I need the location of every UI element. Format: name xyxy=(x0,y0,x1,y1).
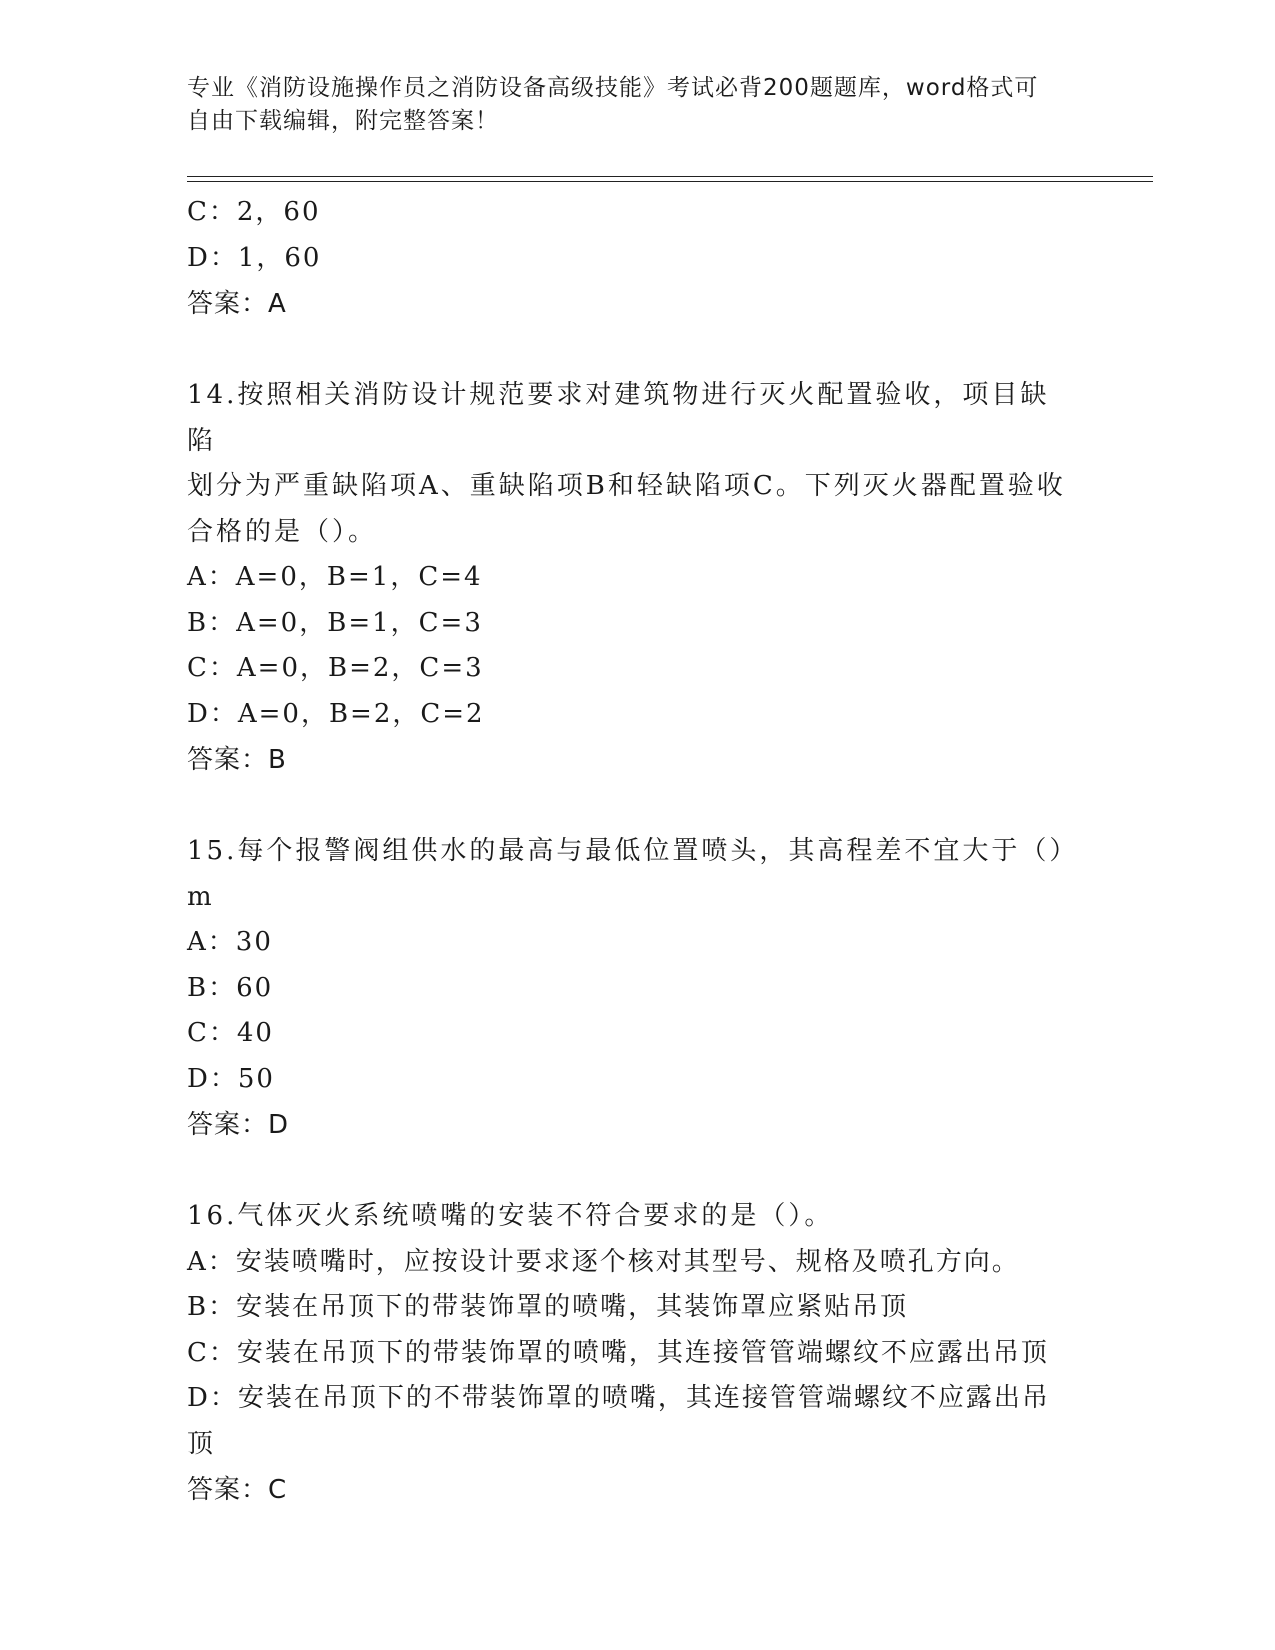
option-a: A：A=0，B=1，C=4 xyxy=(187,562,483,592)
answer-line: 答案：D xyxy=(187,1110,290,1140)
option-c: C：A=0，B=2，C=3 xyxy=(187,653,484,683)
option-c: C：40 xyxy=(187,1018,274,1048)
question-block-15 xyxy=(187,829,1087,1148)
header-divider-top xyxy=(187,176,1153,177)
question-block-13 xyxy=(187,190,1087,327)
question-block-14 xyxy=(187,373,1087,783)
answer-line: 答案：A xyxy=(187,289,287,319)
option-d: D：A=0，B=2，C=2 xyxy=(187,698,485,729)
question-block-16 xyxy=(187,1194,1087,1513)
option-d: D：1，60 xyxy=(187,242,322,273)
option-b: B：A=0，B=1，C=3 xyxy=(187,607,483,638)
option-b: B：安装在吊顶下的带装饰罩的喷嘴，其装饰罩应紧贴吊顶 xyxy=(187,1292,909,1322)
option-d: D：50 xyxy=(187,1063,275,1094)
option-a: A：安装喷嘴时，应按设计要求逐个核对其型号、规格及喷孔方向。 xyxy=(187,1246,1020,1277)
header-title-line-1: 专业《消防设施操作员之消防设备高级技能》考试必背200题题库，word格式可 xyxy=(187,75,1039,101)
header-title-line-2: 自由下载编辑，附完整答案！ xyxy=(187,108,499,134)
answer-line: 答案：B xyxy=(187,745,287,775)
option-a: A：30 xyxy=(187,927,273,957)
question-stem-line: 14.按照相关消防设计规范要求对建筑物进行灭火配置验收，项目缺陷 xyxy=(187,380,1050,456)
option-d: D：安装在吊顶下的不带装饰罩的喷嘴，其连接管管端螺纹不应露出吊 xyxy=(187,1383,1050,1413)
option-c: C：安装在吊顶下的带装饰罩的喷嘴，其连接管管端螺纹不应露出吊顶 xyxy=(187,1337,1049,1368)
question-stem-line: 合格的是（）。 xyxy=(187,516,378,547)
question-stem-line: 划分为严重缺陷项A、重缺陷项B和轻缺陷项C。下列灭火器配置验收 xyxy=(187,471,1066,501)
document-body xyxy=(187,190,1087,1513)
option-b: B：60 xyxy=(187,972,274,1003)
page-header xyxy=(187,72,1067,138)
question-stem-line: 15.每个报警阀组供水的最高与最低位置喷头，其高程差不宜大于（） xyxy=(187,836,1079,866)
header-divider-bottom xyxy=(187,181,1153,182)
option-d-continuation: 顶 xyxy=(187,1428,216,1459)
answer-line: 答案：C xyxy=(187,1475,288,1505)
option-c: C：2，60 xyxy=(187,197,321,227)
question-stem-line: 16.气体灭火系统喷嘴的安装不符合要求的是（）。 xyxy=(187,1201,834,1231)
question-stem-line: m xyxy=(187,881,215,912)
